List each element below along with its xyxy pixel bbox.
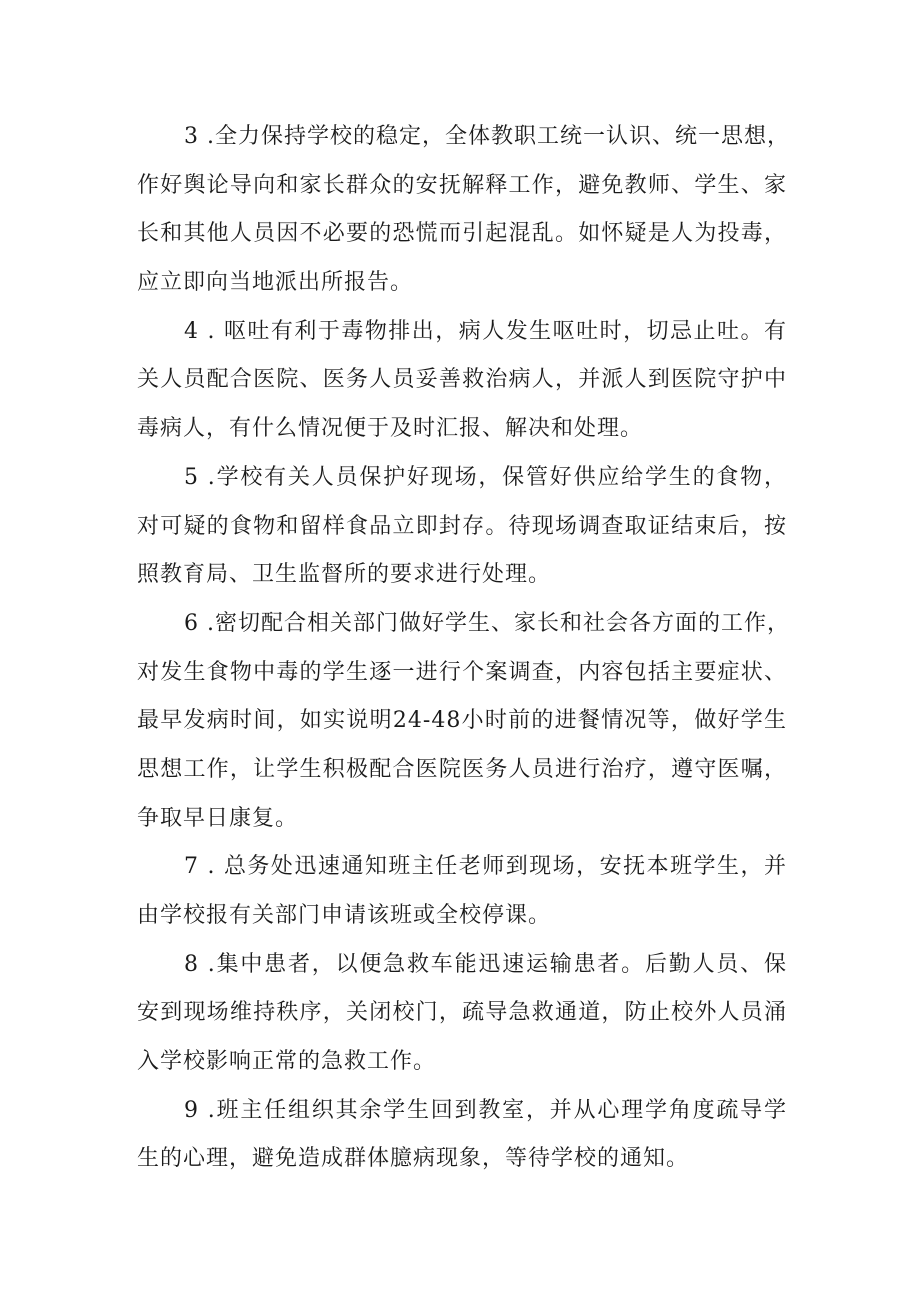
document-page [137,113,790,1184]
text-line: 安到现场维持秩序，关闭校门，疏导急救通道，防止校外人员涌 [137,1000,787,1026]
paragraph-5 [137,454,787,600]
text-line: 作好舆论导向和家长群众的安抚解释工作，避免教师、学生、家 [137,172,787,198]
text-line: 8 .集中患者，以便急救车能迅速运输患者。后勤人员、保 [184,951,787,977]
paragraph-8 [137,941,787,1087]
text-line: 毒病人，有什么情况便于及时汇报、解决和处理。 [137,416,644,442]
text-line: 照教育局、卫生监督所的要求进行处理。 [137,562,552,588]
paragraph-3 [137,113,790,308]
paragraph-4 [137,308,787,454]
text-line: 9 .班主任组织其余学生回到教室，并从心理学角度疏导学 [184,1097,787,1123]
paragraph-6 [137,600,790,843]
text-line: 由学校报有关部门申请该班或全校停课。 [137,903,552,928]
text-line: 3 .全力保持学校的稳定，全体教职工统一认识、统一思想， [184,124,790,149]
text-line: 最早发病时间，如实说明24-48小时前的进餐情况等，做好学生 [137,708,787,734]
paragraph-9 [137,1087,787,1184]
text-line: 6 .密切配合相关部门做好学生、家长和社会各方面的工作， [184,610,790,636]
text-line: 5 .学校有关人员保护好现场，保管好供应给学生的食物， [184,464,787,490]
text-line: 长和其他人员因不必要的恐慌而引起混乱。如怀疑是人为投毒， [137,221,787,247]
text-line: 思想工作，让学生积极配合医院医务人员进行治疗，遵守医嘱， [137,756,787,782]
text-line: 7 . 总务处迅速通知班主任老师到现场，安抚本班学生，并 [184,854,787,880]
text-line: 对发生食物中毒的学生逐一进行个案调查，内容包括主要症状、 [137,659,787,685]
text-line: 应立即向当地派出所报告。 [137,270,414,296]
text-line: 生的心理，避免造成群体臆病现象，等待学校的通知。 [137,1146,690,1172]
text-line: 入学校影响正常的急救工作。 [137,1049,437,1075]
text-line: 对可疑的食物和留样食品立即封存。待现场调查取证结束后，按 [137,513,787,539]
text-line: 争取早日康复。 [137,805,299,831]
paragraph-7 [137,843,787,940]
text-line: 关人员配合医院、医务人员妥善救治病人，并派人到医院守护中 [137,367,787,393]
text-line: 4 . 呕吐有利于毒物排出，病人发生呕吐时，切忌止吐。有 [184,318,787,344]
